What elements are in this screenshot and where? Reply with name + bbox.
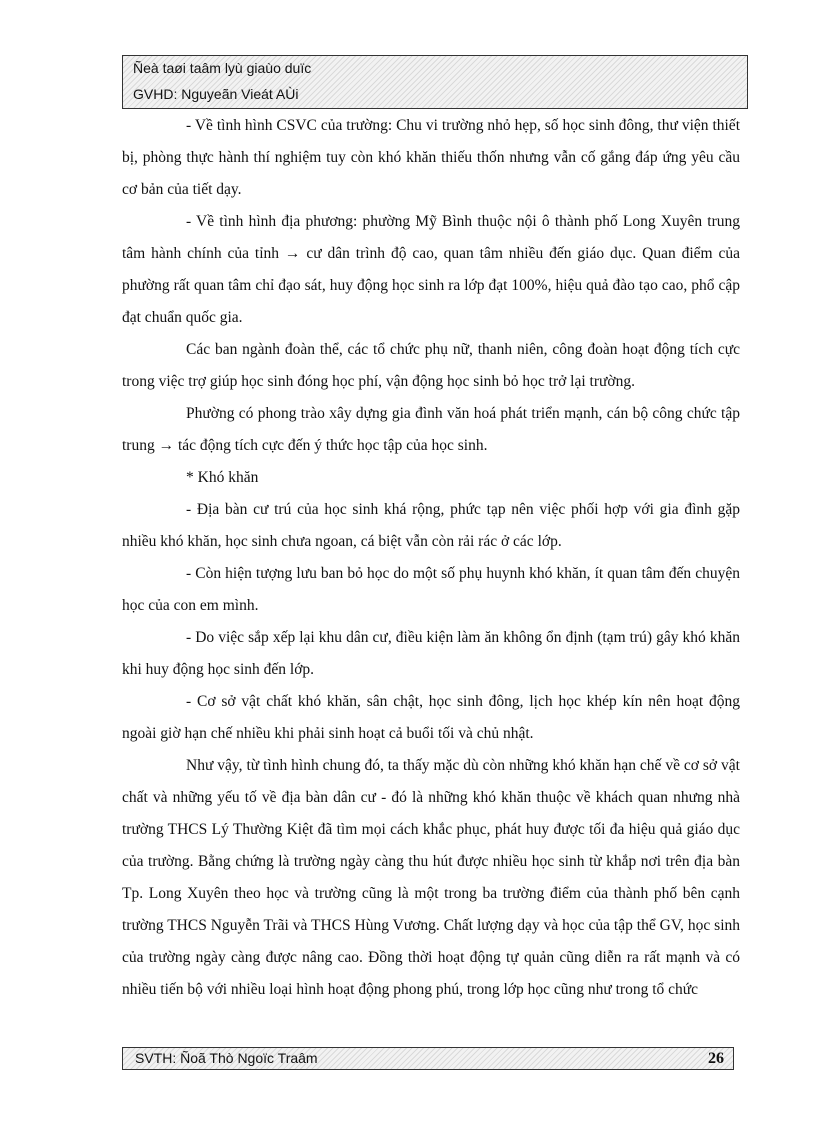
paragraph-ward-movement: Phường có phong trào xây dựng gia đình văn hoá phát triển mạnh, cán bộ công chức tập trung → tác động tích cực đến ý thức học tập của học sinh. — [122, 405, 740, 454]
paragraph-facilities: - Về tình hình CSVC của trường: Chu vi trường nhỏ hẹp, số học sinh đông, thư viện thiết bị, phòng thực hành thí nghiệm tuy còn khó khăn thiếu thốn nhưng vẫn cố gắng đáp ứng yêu cầu cơ bản của tiết dạy. — [122, 117, 740, 198]
page-number: 26 — [708, 1050, 724, 1067]
header-topic: Ñeà taøi taâm lyù giaùo duïc — [133, 60, 312, 76]
document-body — [122, 110, 740, 1006]
header-advisor: GVHD: Nguyeãn Vieát AÙi — [133, 86, 299, 102]
paragraph-difficulties-heading: * Khó khăn — [186, 469, 259, 486]
paragraph-organizations: Các ban ngành đoàn thể, các tổ chức phụ nữ, thanh niên, công đoàn hoạt động tích cực trong việc trợ giúp học sinh đóng học phí, vận động học sinh bỏ học trở lại trường. — [122, 341, 740, 390]
paragraph-locality: - Về tình hình địa phương: phường Mỹ Bình thuộc nội ô thành phố Long Xuyên trung tâm hành chính của tỉnh → cư dân trình độ cao, quan tâm nhiều đến giáo dục. Quan điểm của phường rất quan tâm chỉ đạo sát, huy động học sinh ra lớp đạt 100%, hiệu quả đào tạo cao, phổ cập đạt chuẩn quốc gia. — [122, 213, 740, 326]
paragraph-conclusion: Như vậy, từ tình hình chung đó, ta thấy mặc dù còn những khó khăn hạn chế về cơ sở vật chất và những yếu tố về địa bàn dân cư - đó là những khó khăn thuộc về khách quan nhưng nhà trường THCS Lý Thường Kiệt đã tìm mọi cách khắc phục, phát huy được tối đa hiệu quả giáo dục của trường. Bằng chứng là trường ngày càng thu hút được nhiều học sinh từ khắp nơi trên địa bàn Tp. Long Xuyên theo học và trường cũng là một trong ba trường điểm của thành phố bên cạnh trường THCS Nguyễn Trãi và THCS Hùng Vương. Chất lượng dạy và học của tập thể GV, học sinh của trường ngày càng được nâng cao. Đồng thời hoạt động tự quản cũng diễn ra rất mạnh và có nhiều tiến bộ với nhiều loại hình hoạt động phong phú, trong lớp học cũng như trong tổ chức — [122, 757, 740, 998]
paragraph-resettlement: - Do việc sắp xếp lại khu dân cư, điều kiện làm ăn không ổn định (tạm trú) gây khó khăn khi huy động học sinh đến lớp. — [122, 629, 740, 678]
paragraph-dropouts: - Còn hiện tượng lưu ban bỏ học do một số phụ huynh khó khăn, ít quan tâm đến chuyện học của con em mình. — [122, 565, 740, 614]
page-footer-box — [122, 1047, 734, 1070]
paragraph-infrastructure: - Cơ sở vật chất khó khăn, sân chật, học sinh đông, lịch học khép kín nên hoạt động ngoài giờ hạn chế nhiều khi phải sinh hoạt cả buổi tối và chủ nhật. — [122, 693, 740, 742]
footer-student: SVTH: Ñoã Thò Ngoïc Traâm — [135, 1050, 318, 1066]
page-header-box — [122, 55, 748, 109]
paragraph-residence-area: - Địa bàn cư trú của học sinh khá rộng, phức tạp nên việc phối hợp với gia đình gặp nhiều khó khăn, học sinh chưa ngoan, cá biệt vẫn còn rải rác ở các lớp. — [122, 501, 740, 550]
